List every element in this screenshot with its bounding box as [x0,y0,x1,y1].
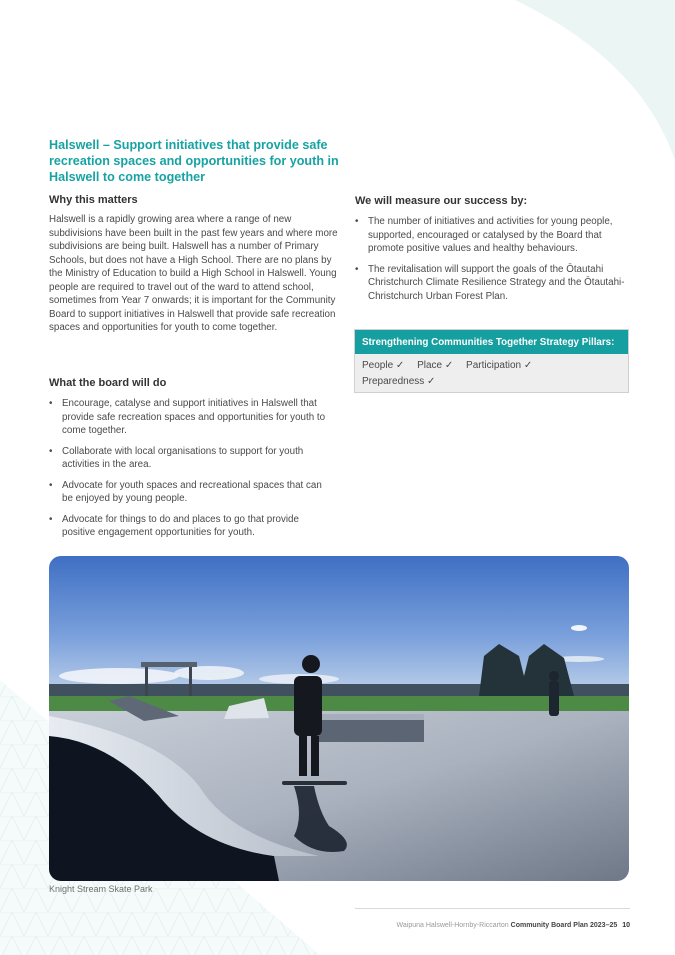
list-item: • Advocate for youth spaces and recreational spaces that can be enjoyed by young people. [49,479,322,504]
skate-park-photo [49,556,629,881]
pillar-participation: Participation ✓ [466,360,533,371]
background-arc-decoration [515,0,675,160]
section-heading: Halswell – Support initiatives that provide safe recreation spaces and opportunities for youth in Halswell to come together [49,138,339,184]
bullet-icon: • [49,398,53,409]
measure-success-heading: We will measure our success by: [355,195,528,207]
footer-plan-title: Community Board Plan 2023–25 [510,922,618,929]
bullet-icon: • [355,216,359,227]
list-item: • The revitalisation will support the goals of the Ōtautahi Christchurch Climate Resilience Strategy and the Ōtautahi-Christchurch Urban Forest Plan. [355,263,625,302]
list-item: • Advocate for things to do and places to go that provide positive engagement opportunities for youth. [49,513,299,538]
footer-board-name: Waipuna Halswell-Hornby-Riccarton [396,922,509,929]
what-board-will-do-list [49,397,329,547]
list-item: • The number of initiatives and activities for young people, supported, encouraged or catalysed by the Board that promote positive values and healthy behaviours. [355,216,613,254]
photo-caption: Knight Stream Skate Park [49,884,153,894]
pillar-preparedness: Preparedness ✓ [362,375,436,387]
list-item: • Encourage, catalyse and support initiatives in Halswell that provide safe recreation spaces and opportunities for youth to come together. [49,398,326,436]
pillar-place: Place ✓ [417,360,454,371]
footer-divider [355,908,630,909]
what-board-will-do-heading: What the board will do [49,377,167,389]
list-item: • Collaborate with local organisations to support for youth activities in the area. [49,445,304,470]
strategy-pillars-box [354,329,629,393]
pillar-people: People ✓ [362,360,405,371]
page-number: 10 [622,922,630,929]
bullet-icon: • [49,513,53,525]
why-this-matters-heading: Why this matters [49,194,138,206]
bullet-icon: • [355,263,359,275]
strategy-pillars-list [355,354,628,392]
page-footer [340,922,630,929]
bullet-icon: • [49,479,53,491]
skate-park-illustration [49,556,629,881]
strategy-pillars-title: Strengthening Communities Together Strategy Pillars: [355,330,628,354]
why-this-matters-text: Halswell is a rapidly growing area where a range of new subdivisions have been built in the past few years and where more subdivisions are being built. Halswell has a number of Primary Schools, but does not have a High School. There are no plans by the Ministry of Education to build a High School in Halswell. Young people are required to travel out of the ward to attend school, sometimes from Year 7 onwards; it is important for the Community Board to support initiatives in Halswell that provide safe recreation spaces and opportunities for youth to come together. [49,214,338,333]
measure-success-list [355,215,635,310]
bullet-icon: • [49,445,53,457]
